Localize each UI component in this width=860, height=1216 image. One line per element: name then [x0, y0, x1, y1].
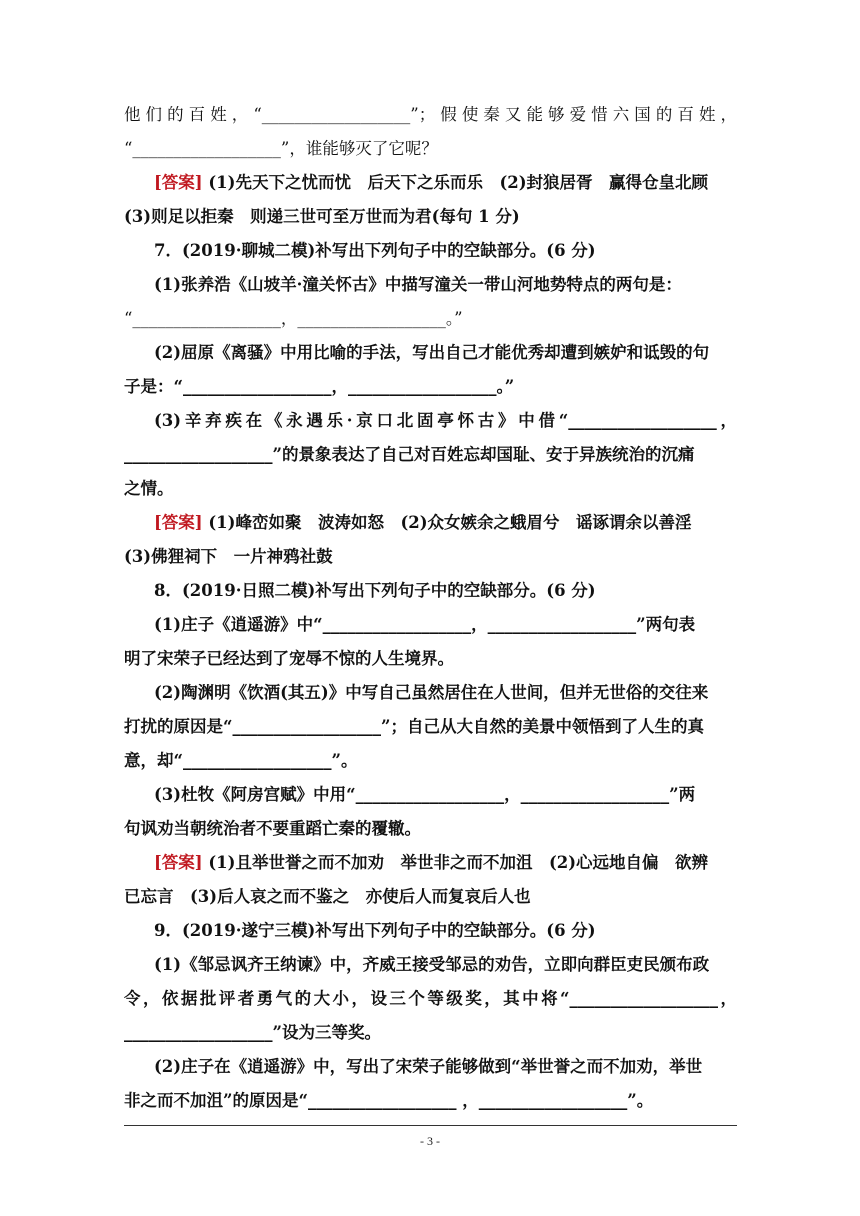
page-number: - 3 -	[420, 1134, 440, 1148]
line-text: 打扰的原因是“__________________”；自己从大自然的美景中领悟到了人生的真	[124, 717, 704, 736]
answer-tag: [答案]	[154, 173, 203, 192]
line-text: (1)张养浩《山坡羊·潼关怀古》中描写潼关一带山河地势特点的两句是：	[154, 275, 682, 294]
line-text: “__________________，__________________。”	[124, 309, 463, 328]
line-text: (3)则足以拒秦 则递三世可至万世而为君(每句 1 分)	[124, 207, 520, 226]
text-line	[124, 778, 737, 812]
line-text: 子是：“__________________，__________________。”	[124, 377, 515, 396]
text-line	[124, 370, 737, 404]
line-text: 之情。	[124, 479, 174, 498]
text-line	[124, 1016, 737, 1050]
line-text: 他们的百姓，“__________________”；假使秦又能够爱惜六国的百姓，	[124, 105, 737, 124]
text-line	[124, 608, 737, 642]
text-line	[124, 948, 737, 982]
line-text: __________________”设为三等奖。	[124, 1023, 381, 1042]
text-line	[124, 268, 737, 302]
line-text: (3)佛狸祠下 一片神鸦社鼓	[124, 547, 333, 566]
text-line	[124, 132, 737, 166]
answer-tag: [答案]	[154, 853, 203, 872]
answer-tag: [答案]	[154, 513, 203, 532]
answer-line	[124, 166, 737, 200]
text-line	[124, 336, 737, 370]
line-text: 意，却“__________________”。	[124, 751, 358, 770]
line-text: 已忘言 (3)后人哀之而不鉴之 亦使后人而复哀后人也	[124, 887, 531, 906]
line-text: 8．(2019·日照二模)补写出下列句子中的空缺部分。(6 分)	[154, 581, 596, 600]
text-line	[124, 98, 737, 132]
line-text: (1)峰峦如聚 波涛如怒 (2)众女嫉余之蛾眉兮 谣诼谓余以善淫	[202, 513, 692, 532]
text-line	[124, 1084, 737, 1118]
text-line	[124, 642, 737, 676]
line-text: (2)庄子在《逍遥游》中，写出了宋荣子能够做到“举世誉之而不加劝，举世	[154, 1057, 703, 1076]
line-text: 7．(2019·聊城二模)补写出下列句子中的空缺部分。(6 分)	[154, 241, 596, 260]
line-text: 令，依据批评者勇气的大小，设三个等级奖，其中将“__________________，	[124, 989, 737, 1008]
line-text: 非之而不加沮”的原因是“__________________ ，__________________”。	[124, 1091, 654, 1110]
line-text: “__________________”，谁能够灭了它呢？	[124, 139, 438, 158]
line-text: (3)辛弃疾在《永遇乐·京口北固亭怀古》中借“__________________，	[154, 411, 737, 430]
footer-divider	[124, 1125, 737, 1126]
line-text: 句讽劝当朝统治者不要重蹈亡秦的覆辙。	[124, 819, 421, 838]
text-line	[124, 438, 737, 472]
text-line	[124, 574, 737, 608]
line-text: (2)屈原《离骚》中用比喻的手法，写出自己才能优秀却遭到嫉妒和诋毁的句	[154, 343, 710, 362]
line-text: (3)杜牧《阿房宫赋》中用“__________________，__________________”两	[154, 785, 696, 804]
document-body	[124, 98, 737, 1118]
line-text: (1)庄子《逍遥游》中“__________________，__________________”两句表	[154, 615, 696, 634]
line-text: (2)陶渊明《饮酒(其五)》中写自己虽然居住在人世间，但并无世俗的交往来	[154, 683, 709, 702]
answer-line	[124, 506, 737, 540]
text-line	[124, 982, 737, 1016]
text-line	[124, 234, 737, 268]
text-line	[124, 1050, 737, 1084]
text-line	[124, 404, 737, 438]
text-line	[124, 676, 737, 710]
line-text: 9．(2019·遂宁三模)补写出下列句子中的空缺部分。(6 分)	[154, 921, 596, 940]
answer-line	[124, 846, 737, 880]
line-text: (1)先天下之忧而忧 后天下之乐而乐 (2)封狼居胥 赢得仓皇北顾	[202, 173, 709, 192]
line-text: 明了宋荣子已经达到了宠辱不惊的人生境界。	[124, 649, 454, 668]
line-text: (1)且举世誉之而不加劝 举世非之而不加沮 (2)心远地自偏 欲辨	[202, 853, 709, 872]
line-text: (1)《邹忌讽齐王纳谏》中，齐威王接受邹忌的劝告，立即向群臣吏民颁布政	[154, 955, 710, 974]
text-line	[124, 540, 737, 574]
text-line	[124, 880, 737, 914]
text-line	[124, 472, 737, 506]
text-line	[124, 812, 737, 846]
text-line	[124, 302, 737, 336]
line-text: __________________”的景象表达了自己对百姓忘却国耻、安于异族统治的沉痛	[124, 445, 695, 464]
text-line	[124, 200, 737, 234]
text-line	[124, 744, 737, 778]
text-line	[124, 710, 737, 744]
text-line	[124, 914, 737, 948]
